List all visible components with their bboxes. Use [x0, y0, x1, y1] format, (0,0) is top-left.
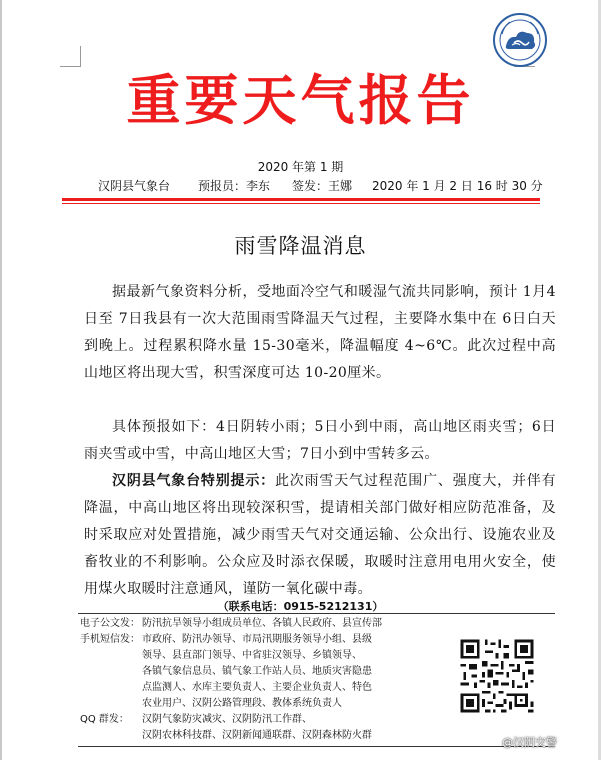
- distribution-text: 农业用户、汉阴公路管理段、教体系统负责人: [142, 698, 342, 709]
- distribution-text: 领导、县直部门领导、中省驻汉领导、乡镇领导、: [142, 650, 362, 661]
- paragraph: [84, 468, 556, 603]
- distribution-text: 防汛抗旱领导小组成员单位、各镇人民政府、县宣传部: [142, 618, 382, 629]
- header-rule: [62, 203, 540, 204]
- distribution-label: 电子公文发：: [80, 618, 140, 629]
- distribution-sms: [80, 632, 372, 648]
- distribution-qq: [80, 712, 312, 728]
- agency-name: 汉阴县气象台: [98, 179, 171, 193]
- special-notice-text: 此次雨雪天气过程范围广、强度大，并伴有降温，中高山地区将出现较深积雪，提请相关部门做好相应防范准备，及时采取应对处置措施，减少雨雪天气对交通运输、公众出行、设施农业及畜牧业的不利影响。公众应及时添衣保暖，取暖时注意用电用火安全，使用煤火取暖时注意通风，谨防一氧化碳中毒。: [84, 473, 556, 597]
- article-heading: 雨雪降温消息: [234, 234, 367, 258]
- issuer: 签发：王娜: [292, 179, 353, 193]
- distribution-text: 市政府、防汛办领导、市局汛期服务领导小组、县级: [142, 634, 372, 645]
- distribution-email: [80, 616, 382, 632]
- watermark: @汉阴交警: [502, 736, 557, 749]
- header-rule: [62, 198, 540, 201]
- issue-number: 2020 年第 1 期: [257, 160, 344, 174]
- paragraph: 据最新气象资料分析，受地面冷空气和暖湿气流共同影响，预计 1月4日至 7日我县有一次大范围雨雪降温天气过程，主要降水集中在 6日白天到晚上。过程累积降水量 15-30毫米，降温幅度 4~6℃。此次过程中高山地区将出现大雪，积雪深度可达 10-20厘米。: [84, 284, 556, 381]
- issue-datetime: 2020 年 1 月 2 日 16 时 30 分: [372, 179, 543, 193]
- distribution-label: 手机短信发：: [80, 634, 140, 645]
- paragraph: 具体预报如下：4日阴转小雨；5日小到中雨，高山地区雨夹雪；6日雨夹雪或中雪，中高山地区大雪；7日小到中雪转多云。: [84, 419, 556, 462]
- contact-phone: （联系电话：0915-5212131）: [217, 600, 384, 613]
- distribution-text: 汉阴气象防灾减灾、汉阴防汛工作群、: [142, 714, 312, 725]
- distribution-text: 点监测人、水库主要负责人、主要企业负责人、特色: [142, 682, 372, 693]
- special-notice-label: 汉阴县气象台特别提示：: [112, 473, 275, 489]
- distribution-label: QQ 群发：: [80, 714, 129, 725]
- distribution-text: 汉阴农林科技群、汉阴新闻通联群、汉阴森林防火群: [142, 730, 372, 741]
- report-title: 重要天气报告: [126, 68, 475, 132]
- distribution-text: 各镇气象信息员、镇气象工作站人员、地质灾害隐患: [142, 666, 372, 677]
- forecaster: 预报员：李东: [198, 179, 271, 193]
- crop-mark: [60, 46, 81, 67]
- qr-code-icon: [458, 637, 536, 715]
- cma-logo-icon: [492, 12, 548, 68]
